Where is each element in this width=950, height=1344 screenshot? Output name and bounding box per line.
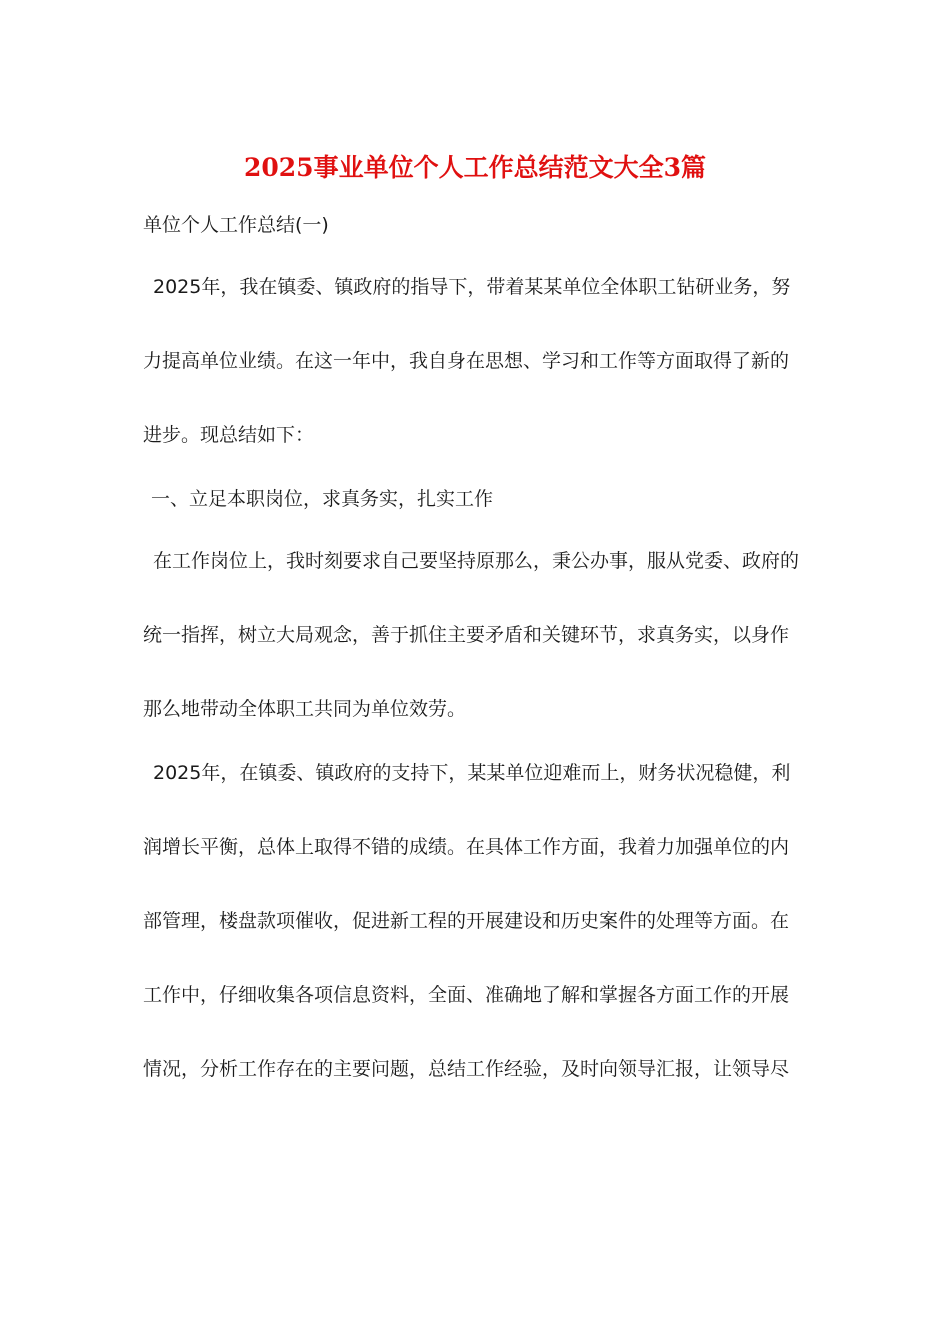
paragraph-3-line-3: 部管理，楼盘款项催收，促进新工程的开展建设和历史案件的处理等方面。在 (143, 910, 790, 932)
document-title: 2025事业单位个人工作总结范文大全3篇 (244, 153, 706, 182)
paragraph-2-line-2: 统一指挥，树立大局观念，善于抓住主要矛盾和关键环节，求真务实，以身作 (143, 624, 790, 646)
paragraph-3-line-2: 润增长平衡，总体上取得不错的成绩。在具体工作方面，我着力加强单位的内 (143, 836, 790, 858)
paragraph-1-line-1: 2025年，我在镇委、镇政府的指导下，带着某某单位全体职工钻研业务，努 (153, 276, 791, 298)
paragraph-1-line-2: 力提高单位业绩。在这一年中，我自身在思想、学习和工作等方面取得了新的 (143, 350, 790, 372)
paragraph-1-line-3: 进步。现总结如下： (143, 424, 315, 446)
subsection-heading-1: 一、立足本职岗位，求真务实，扎实工作 (151, 488, 494, 510)
paragraph-2-line-1: 在工作岗位上，我时刻要求自己要坚持原那么，秉公办事，服从党委、政府的 (153, 550, 800, 572)
paragraph-3-line-1: 2025年，在镇委、镇政府的支持下，某某单位迎难而上，财务状况稳健，利 (153, 762, 791, 784)
section-heading-1: 单位个人工作总结(一) (143, 214, 329, 236)
paragraph-3-line-5: 情况，分析工作存在的主要问题，总结工作经验，及时向领导汇报，让领导尽 (143, 1058, 790, 1080)
paragraph-2-line-3: 那么地带动全体职工共同为单位效劳。 (143, 698, 467, 720)
paragraph-3-line-4: 工作中，仔细收集各项信息资料，全面、准确地了解和掌握各方面工作的开展 (143, 984, 790, 1006)
